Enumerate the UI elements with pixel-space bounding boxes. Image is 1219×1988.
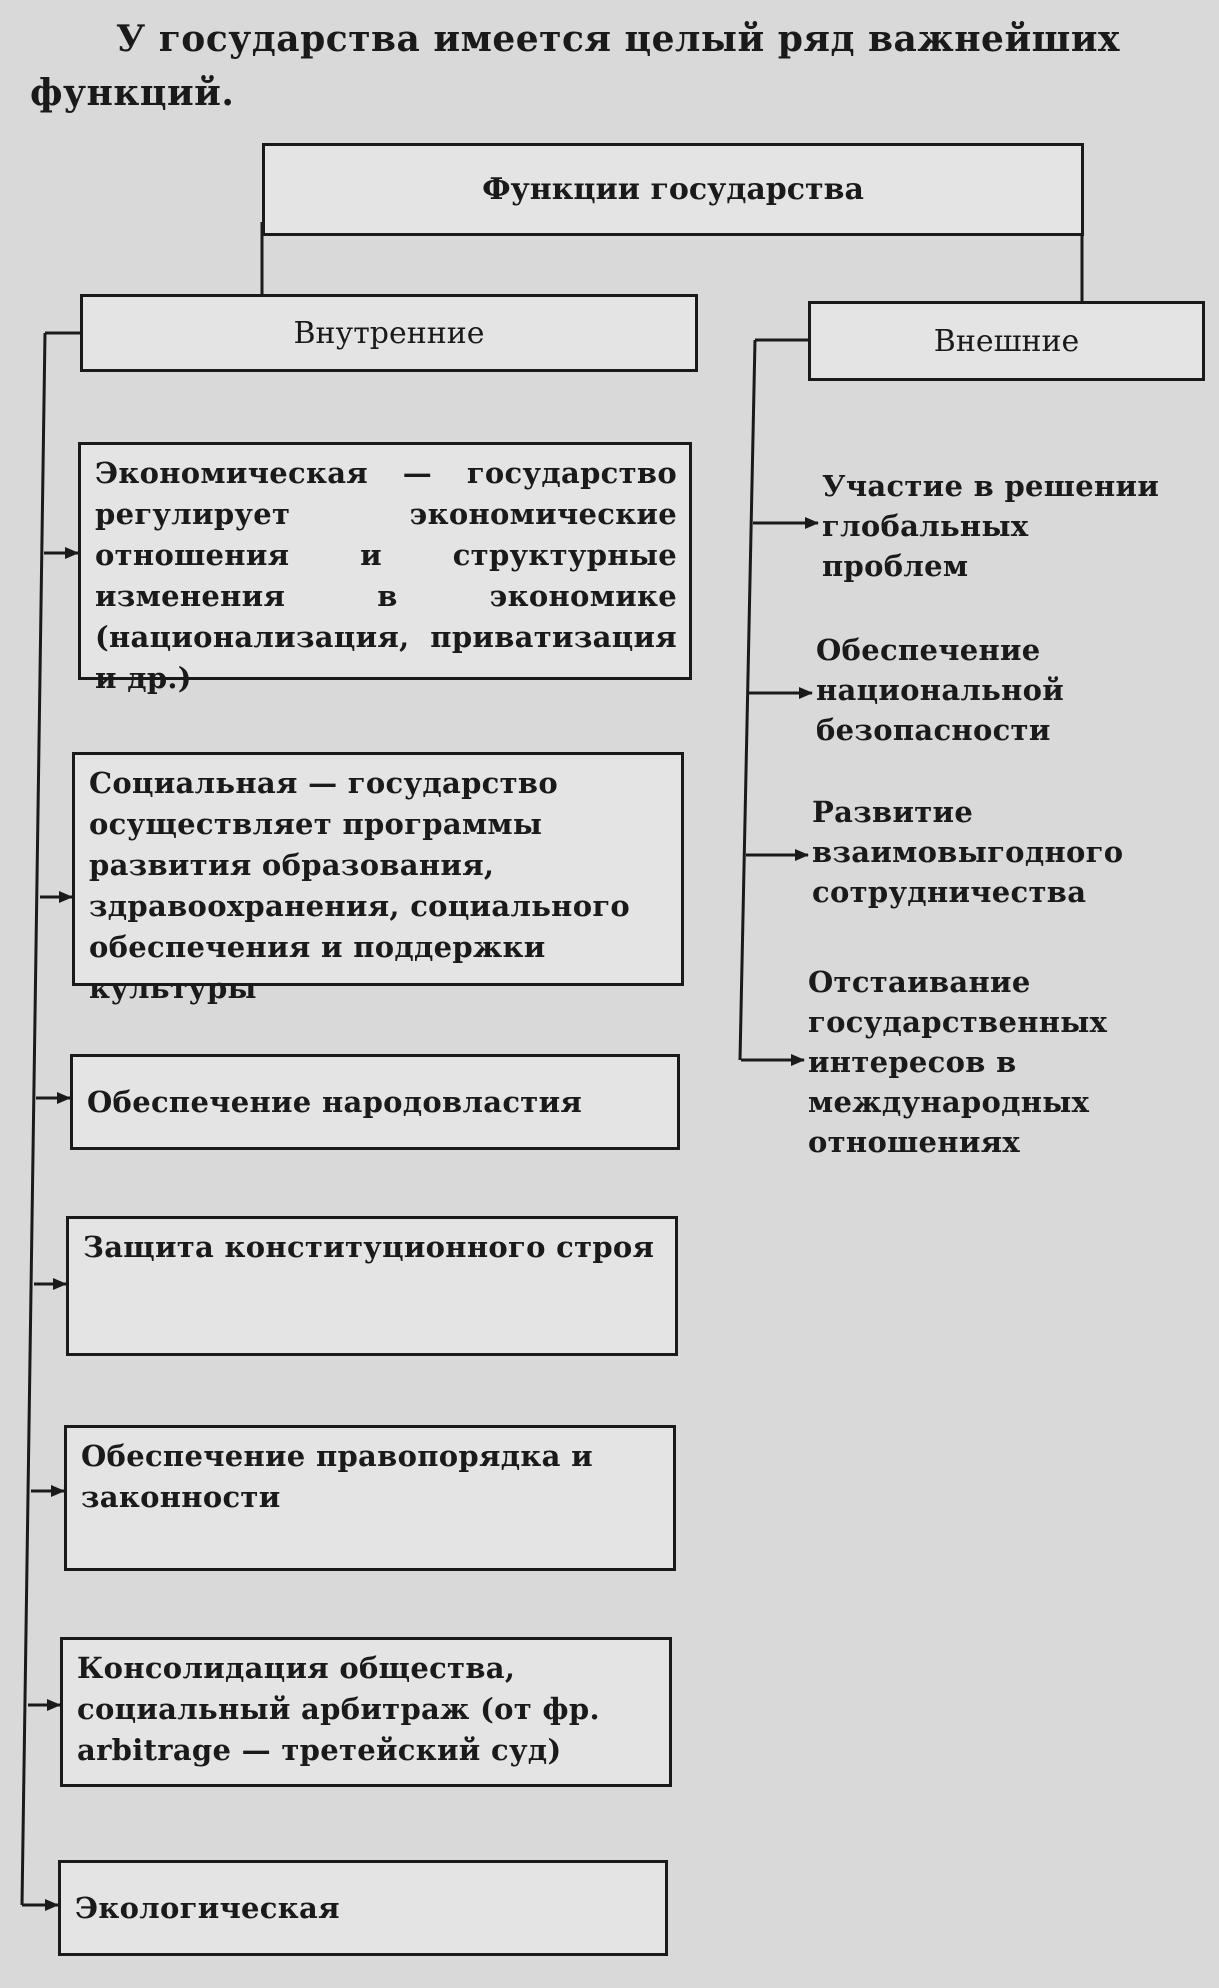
internal-function-law-order xyxy=(64,1425,676,1571)
internal-function-text: Защита конституционного строя xyxy=(83,1230,655,1264)
intro-text: У государства имеется целый ряд важнейших функций. xyxy=(30,18,1121,114)
external-header-box xyxy=(808,301,1205,381)
diagram-title: Функции государства xyxy=(482,172,864,207)
internal-function-text: Экологическая xyxy=(75,1890,340,1925)
internal-function-ecological xyxy=(58,1860,668,1956)
external-function-cooperation: Развитие взаимовыгодного сотрудничества xyxy=(812,795,1124,909)
internal-function-consolidation xyxy=(60,1637,672,1787)
internal-function-text: Социальная — государство осуществляет программы развития образования, здравоохранения, социального обеспечения и поддержки культуры xyxy=(89,766,631,1005)
internal-header-box xyxy=(80,294,698,372)
external-function-global-problems: Участие в решении глобальных проблем xyxy=(822,469,1160,583)
external-trunk-vertical xyxy=(740,340,755,1060)
external-header-label: Внешние xyxy=(933,323,1080,359)
internal-function-text: Экономическая — государство регулирует экономические отношения и структурные изменения в экономике (национализация, приватизация и др.) xyxy=(95,456,677,695)
internal-trunk-vertical xyxy=(22,333,45,1905)
internal-function-text: Консолидация общества, социальный арбитраж (от фр. arbitrage — третейский суд) xyxy=(77,1651,600,1767)
internal-function-democracy xyxy=(70,1054,680,1150)
internal-function-social xyxy=(72,752,684,1005)
internal-function-constitution xyxy=(66,1216,678,1356)
title-box xyxy=(262,143,1084,236)
internal-header-label: Внутренние xyxy=(293,315,485,351)
external-function-state-interests: Отстаивание государственных интересов в международных отношениях xyxy=(808,965,1108,1159)
internal-function-economic xyxy=(78,442,692,695)
internal-function-text: Обеспечение народовластия xyxy=(87,1084,583,1119)
external-function-national-security: Обеспечение национальной безопасности xyxy=(816,633,1065,747)
internal-function-text: Обеспечение правопорядка и законности xyxy=(81,1439,593,1514)
